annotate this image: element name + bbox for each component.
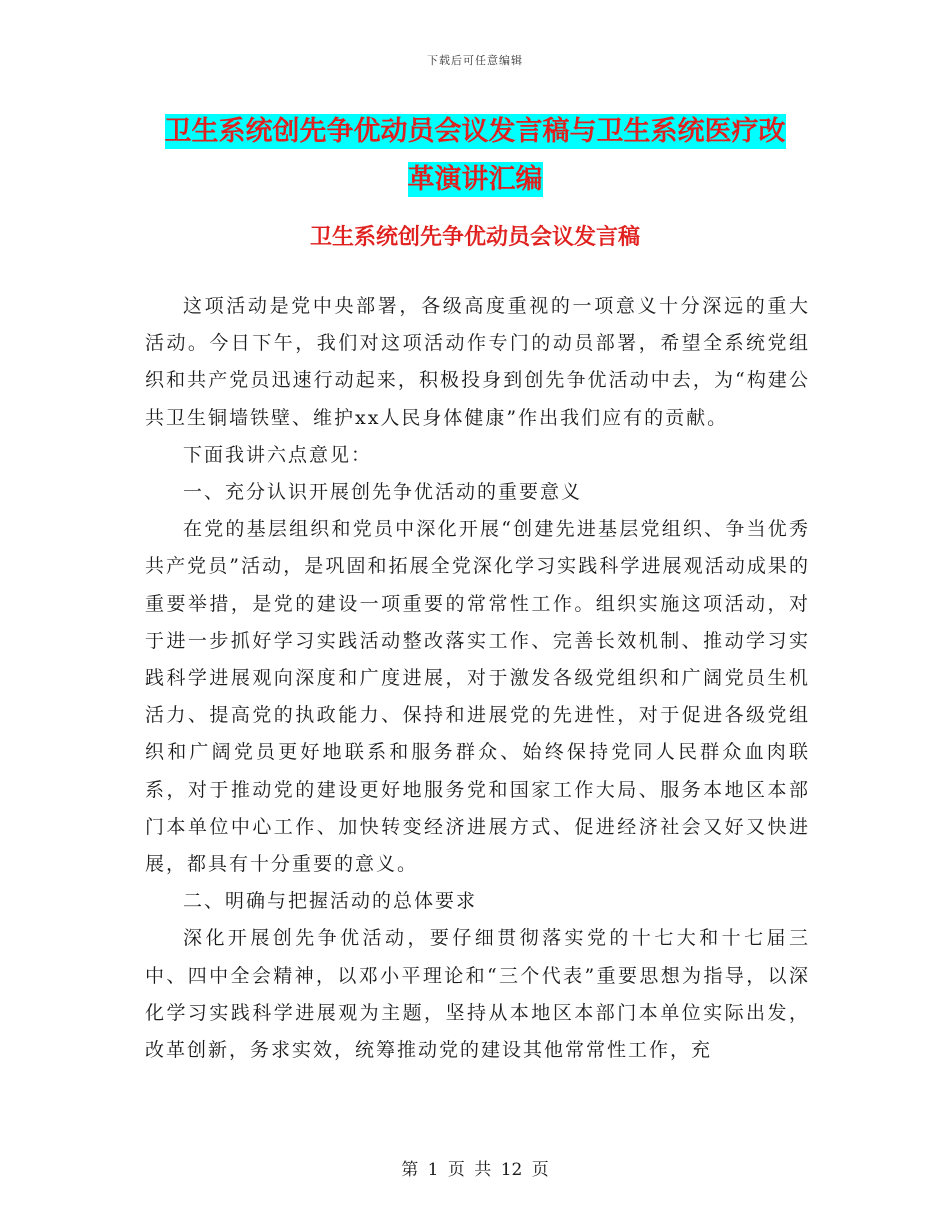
document-title <box>140 108 810 204</box>
title-line-2: 革演讲汇编 <box>407 164 543 195</box>
section-title: 卫生系统创先争优动员会议发言稿 <box>309 225 640 250</box>
paragraph: 这项活动是党中央部署，各级高度重视的一项意义十分深远的重大活动。今日下午，我们对这项活动作专门的动员部署，希望全系统党组织和共产党员迅速行动起来，积极投身到创先争优活动中去，为“构建公共卫生铜墙铁壁、维护xx人民身体健康”作出我们应有的贡献。 <box>145 295 810 429</box>
header-note: 下载后可任意编辑 <box>427 54 523 67</box>
body-text <box>145 288 810 1069</box>
title-line-1: 卫生系统创先争优动员会议发言稿与卫生系统医疗改 <box>164 116 786 147</box>
paragraph: 二、明确与把握活动的总体要求 <box>183 890 478 913</box>
paragraph: 一、充分认识开展创先争优活动的重要意义 <box>183 481 583 504</box>
paragraph: 深化开展创先争优活动，要仔细贯彻落实党的十七大和十七届三中、四中全会精神，以邓小平理论和“三个代表”重要思想为指导，以深化学习实践科学进展观为主题，坚持从本地区本部门本单位实际出发，改革创新，务求实效，统筹推动党的建设其他常常性工作，充 <box>145 927 810 1062</box>
page-footer: 第 1 页 共 12 页 <box>401 1160 549 1180</box>
paragraph: 在党的基层组织和党员中深化开展“创建先进基层党组织、争当优秀共产党员”活动，是巩固和拓展全党深化学习实践科学进展观活动成果的重要举措，是党的建设一项重要的常常性工作。组织实施这项活动，对于进一步抓好学习实践活动整改落实工作、完善长效机制、推动学习实践科学进展观向深度和广度进展，对于激发各级党组织和广阔党员生机活力、提高党的执政能力、保持和进展党的先进性，对于促进各级党组织和广阔党员更好地联系和服务群众、始终保持党同人民群众血肉联系，对于推动党的建设更好地服务党和国家工作大局、服务本地区本部门本单位中心工作、加快转变经济进展方式、促进经济社会又好又快进展，都具有十分重要的意义。 <box>145 518 810 876</box>
paragraph: 下面我讲六点意见： <box>183 443 373 466</box>
